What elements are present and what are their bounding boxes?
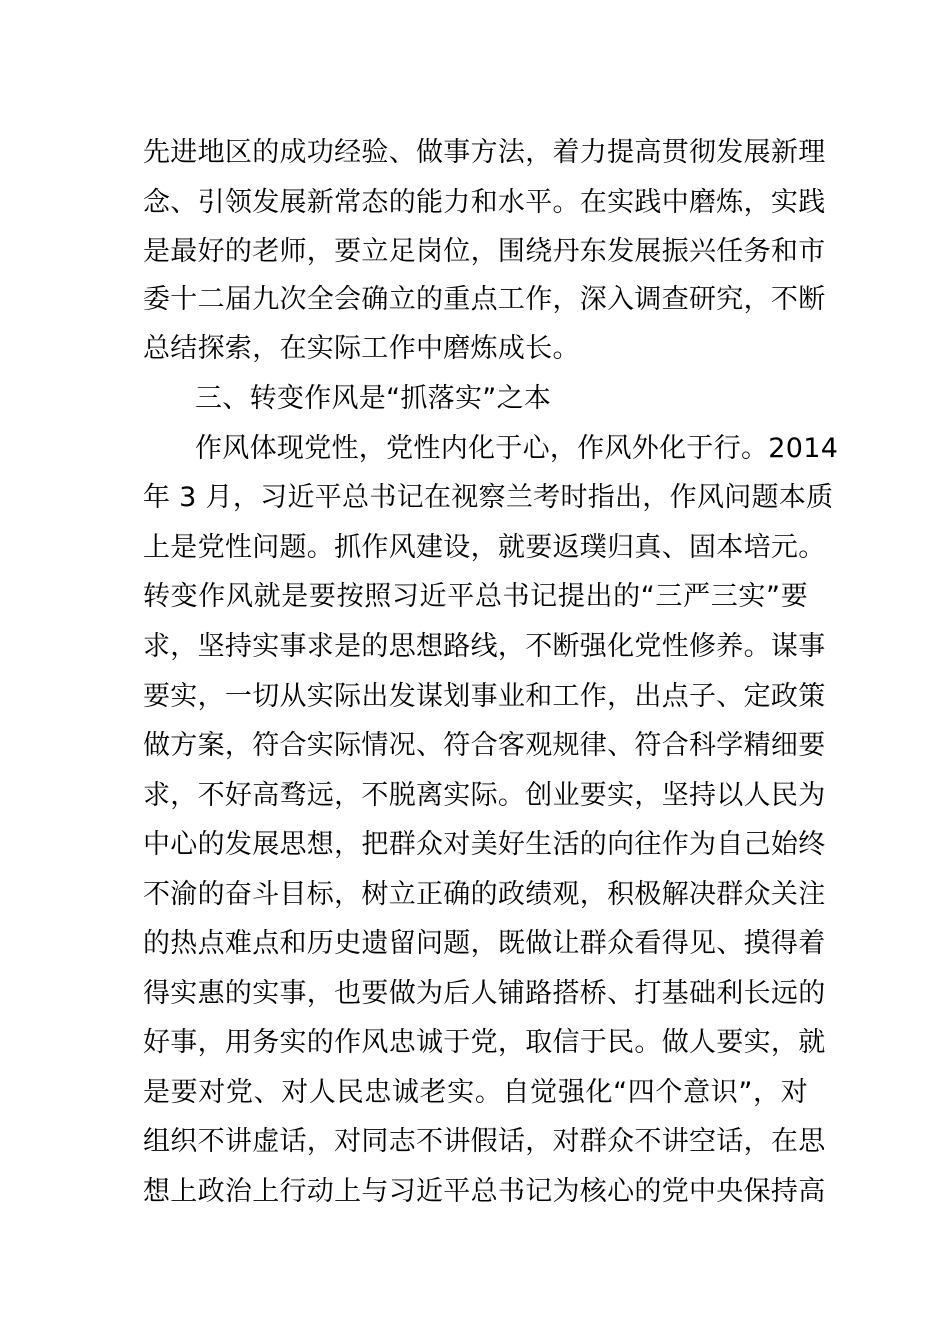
text-line: 得实惠的实事，也要做为后人铺路搭桥、打基础利长远的 xyxy=(143,978,826,1009)
text-line: 年 3 月，习近平总书记在视察兰考时指出，作风问题本质 xyxy=(143,482,834,513)
text-line: 委十二届九次全会确立的重点工作，深入调查研究，不断 xyxy=(143,284,826,315)
text-line: 上是党性问题。抓作风建设，就要返璞归真、固本培元。 xyxy=(143,532,826,563)
text-line: 先进地区的成功经验、做事方法，着力提高贯彻发展新理 xyxy=(143,137,826,168)
text-line: 做方案，符合实际情况、符合客观规律、符合科学精细要 xyxy=(143,730,826,761)
text-line: 要实，一切从实际出发谋划事业和工作，出点子、定政策 xyxy=(143,681,826,712)
text-line: 组织不讲虚话，对同志不讲假话，对群众不讲空话，在思 xyxy=(143,1126,826,1157)
text-line: 是要对党、对人民忠诚老实。自觉强化“四个意识”，对 xyxy=(143,1077,808,1108)
text-line: 求，坚持实事求是的思想路线，不断强化党性修养。谋事 xyxy=(143,631,826,662)
text-line: 想上政治上行动上与习近平总书记为核心的党中央保持高 xyxy=(143,1176,826,1207)
text-line: 是最好的老师，要立足岗位，围绕丹东发展振兴任务和市 xyxy=(143,236,826,267)
text-line: 好事，用务实的作风忠诚于党，取信于民。做人要实，就 xyxy=(143,1027,826,1058)
text-line: 转变作风就是要按照习近平总书记提出的“三严三实”要 xyxy=(143,581,808,612)
text-line: 求，不好高骛远，不脱离实际。创业要实，坚持以人民为 xyxy=(143,780,826,811)
text-line: 总结探索，在实际工作中磨炼成长。 xyxy=(143,333,580,364)
text-line: 念、引领发展新常态的能力和水平。在实践中磨炼，实践 xyxy=(143,187,826,218)
text-line: 不渝的奋斗目标，树立正确的政绩观，积极解决群众关注 xyxy=(143,879,826,910)
text-line: 的热点难点和历史遗留问题，既做让群众看得见、摸得着 xyxy=(143,928,826,959)
text-line: 作风体现党性，党性内化于心，作风外化于行。2014 xyxy=(195,433,839,464)
text-line: 中心的发展思想，把群众对美好生活的向往作为自己始终 xyxy=(143,829,826,860)
section-heading: 三、转变作风是“抓落实”之本 xyxy=(195,383,552,414)
